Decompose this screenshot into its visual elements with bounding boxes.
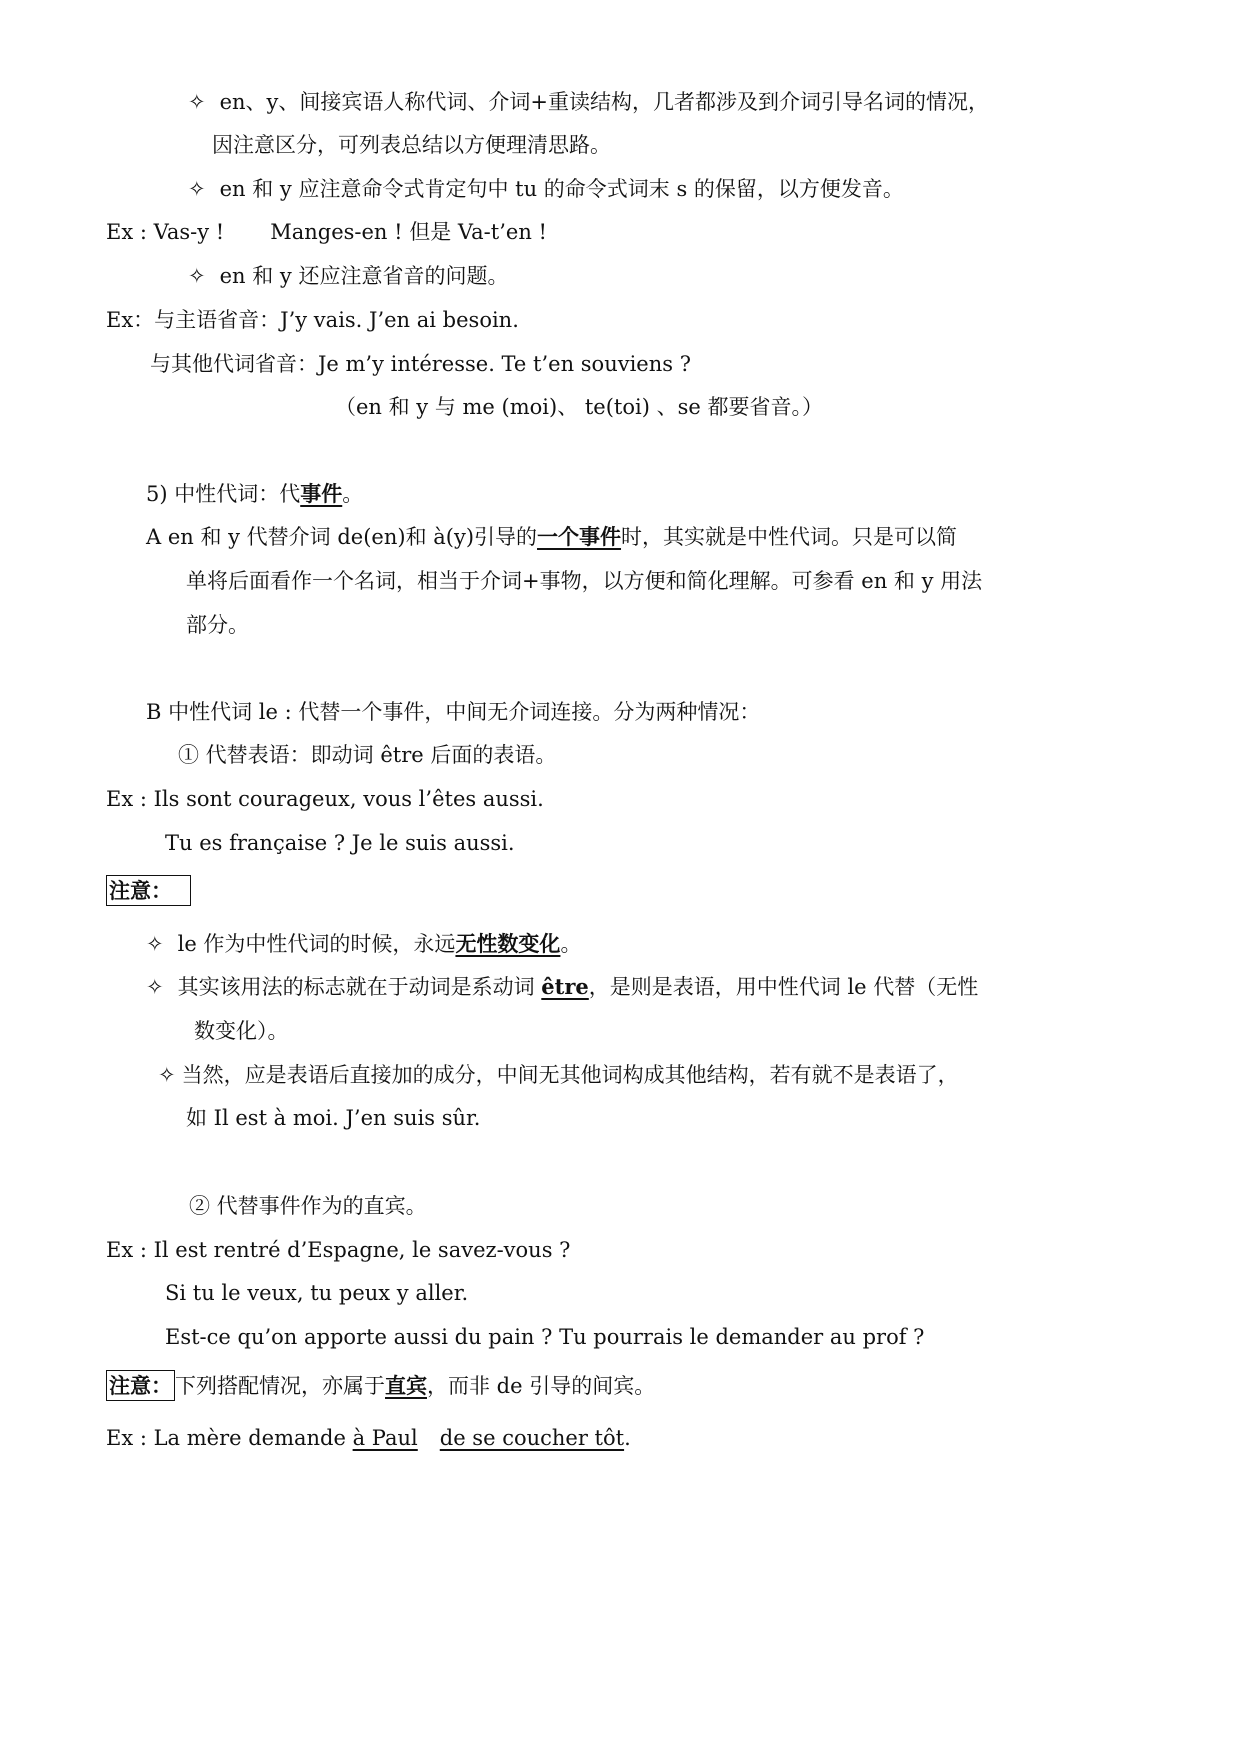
underlined-phrase: de se coucher tôt xyxy=(439,1426,625,1450)
paragraph-line: B 中性代词 le : 代替一个事件，中间无介词连接。分为两种情况： xyxy=(146,700,761,724)
text: Ex : La mère demande xyxy=(106,1426,353,1450)
text: Ex : Vas-y ! xyxy=(106,220,225,244)
text-line: （en 和 y 与 me (moi)、 te(toi) 、se 都要省音。） xyxy=(335,395,823,419)
bullet-line xyxy=(158,1061,959,1089)
note-label xyxy=(106,877,191,905)
example-line: Ex : Ils sont courageux, vous l’êtes aussi. xyxy=(106,787,544,811)
diamond-bullet-icon: ✧ xyxy=(188,90,206,114)
text: ，是则是表语，用中性代词 le 代替（无性 xyxy=(588,975,979,999)
text: en 和 y 应注意命令式肯定句中 tu 的命令式词末 s 的保留，以方便发音。 xyxy=(219,177,904,201)
text-line: 如 Il est à moi. J’en suis sûr. xyxy=(186,1106,481,1130)
note-box: 注意： xyxy=(106,875,191,906)
text-line: ② 代替事件作为的直宾。 xyxy=(189,1194,427,1218)
text: 5) 中性代词：代 xyxy=(146,482,301,506)
diamond-bullet-icon: ✧ xyxy=(188,264,206,288)
emphasis: 直宾 xyxy=(385,1373,427,1398)
example-line xyxy=(106,218,547,246)
bullet-line xyxy=(188,88,989,116)
note-box: 注意： xyxy=(106,1370,175,1401)
text: en 和 y 还应注意省音的问题。 xyxy=(219,264,509,288)
text-line: 单将后面看作一个名词，相当于介词+事物，以方便和简化理解。可参看 en 和 y 用法 xyxy=(186,569,983,593)
emphasis: être xyxy=(541,974,589,999)
text: 时，其实就是中性代词。只是可以简 xyxy=(621,525,958,549)
text: en、y、间接宾语人称代词、介词+重读结构，几者都涉及到介词引导名词的情况， xyxy=(219,90,990,114)
bullet-line xyxy=(188,262,508,290)
example-line: Ex：与主语省音：J’y vais. J’en ai besoin. xyxy=(106,308,519,332)
text: le 作为中性代词的时候，永远 xyxy=(177,932,456,956)
example-line: Tu es française ? Je le suis aussi. xyxy=(165,831,515,855)
diamond-bullet-icon: ✧ xyxy=(158,1063,176,1087)
diamond-bullet-icon: ✧ xyxy=(146,932,164,956)
example-line: Ex : Il est rentré d’Espagne, le savez-vous ? xyxy=(106,1238,571,1262)
text: 。 xyxy=(560,932,582,956)
text-line: 数变化）。 xyxy=(194,1019,289,1043)
diamond-bullet-icon: ✧ xyxy=(188,177,206,201)
text: Manges-en ! 但是 Va-t’en ! xyxy=(270,220,547,244)
text-line: 与其他代词省音：Je m’y intéresse. Te t’en souviens ? xyxy=(150,352,691,376)
bullet-line xyxy=(146,930,581,958)
emphasis: 事件 xyxy=(300,481,343,506)
bullet-line xyxy=(188,175,904,203)
bullet-line xyxy=(146,973,978,1001)
paragraph-line xyxy=(146,523,957,551)
underlined-phrase: à Paul xyxy=(352,1426,418,1450)
example-line: Est-ce qu’on apporte aussi du pain ? Tu pourrais le demander au prof ? xyxy=(165,1325,925,1349)
diamond-bullet-icon: ✧ xyxy=(146,975,164,999)
text-line: 因注意区分，可列表总结以方便理清思路。 xyxy=(212,133,611,157)
example-line: Si tu le veux, tu peux y aller. xyxy=(165,1281,469,1305)
text-line: 部分。 xyxy=(186,613,249,637)
text: 其实该用法的标志就在于动词是系动词 xyxy=(177,975,542,999)
text: ，而非 de 引导的间宾。 xyxy=(427,1374,656,1398)
example-line xyxy=(106,1424,631,1452)
text: 下列搭配情况，亦属于 xyxy=(175,1374,385,1398)
text: A en 和 y 代替介词 de(en)和 à(y)引导的 xyxy=(146,525,538,549)
emphasis: 无性数变化 xyxy=(455,931,561,956)
note-line xyxy=(106,1372,655,1400)
text-line: ① 代替表语：即动词 être 后面的表语。 xyxy=(178,743,557,767)
text: . xyxy=(624,1426,631,1450)
text: 当然，应是表语后直接加的成分，中间无其他词构成其他结构，若有就不是表语了， xyxy=(181,1063,959,1087)
section-heading xyxy=(146,480,363,508)
text: 。 xyxy=(342,482,364,506)
emphasis: 一个事件 xyxy=(537,524,622,549)
